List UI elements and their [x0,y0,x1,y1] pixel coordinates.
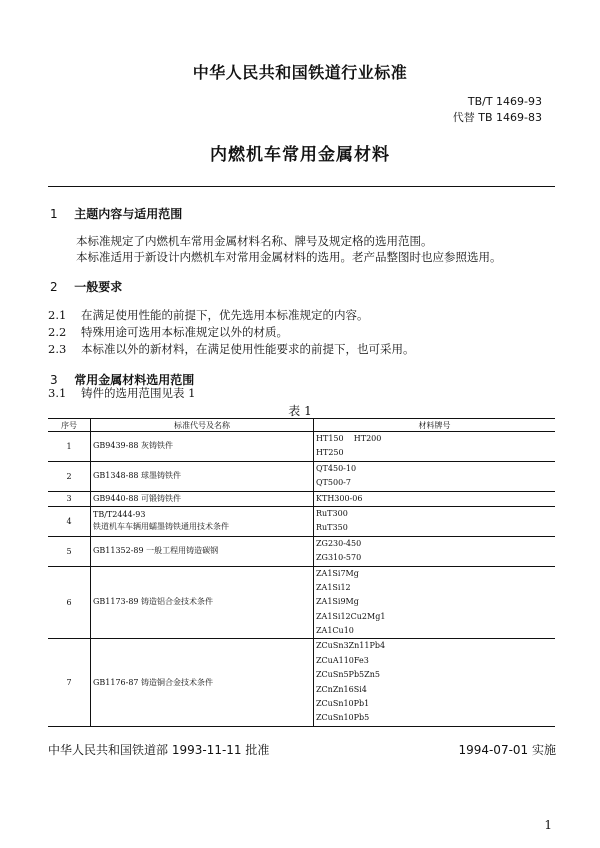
clause-text: 铸件的选用范围见表 1 [81,386,196,400]
section-1-number: 1 [50,207,58,221]
section-1-paragraph-2: 本标准适用于新设计内燃机车对常用金属材料的选用。老产品整图时也应参照选用。 [76,250,502,264]
clause-2-3 [48,341,415,358]
implementation-date: 1994-07-01 实施 [458,743,556,757]
approval-note: 中华人民共和国铁道部 1993-11-11 批准 [48,743,270,757]
material-grade: ZA1Si12Cu2Mg1 [316,611,386,621]
material-grade: ZG230-450 [316,538,362,548]
material-grade: ZA1Si9Mg [316,597,359,607]
row-standard [91,639,314,726]
material-grade: ZCuSn10Pb5 [316,713,370,723]
row-grades [314,461,556,491]
row-standard [91,491,314,506]
section-3-number: 3 [50,373,58,387]
row-grades [314,639,556,726]
page-number: 1 [544,818,552,832]
row-grades [314,432,556,462]
standard-line: GB11352-89 一般工程用铸造碳钢 [93,546,219,556]
header-title: 中华人民共和国铁道行业标准 [192,63,408,82]
material-grade: HT250 [316,448,344,458]
material-grade: ZCuSn10Pb1 [316,699,370,709]
clause-2-1 [48,307,369,324]
standard-line: GB1176-87 铸造铜合金技术条件 [93,677,214,687]
table-row [48,506,555,536]
material-grade: HT150 HT200 [316,434,382,443]
row-standard [91,566,314,639]
material-grade: ZCuA110Fe3 [316,655,369,665]
document-title: 内燃机车常用金属材料 [210,145,390,165]
table-row [48,536,555,566]
clause-number: 2.3 [48,342,67,356]
row-number: 3 [48,491,91,506]
row-standard [91,506,314,536]
row-number: 6 [48,566,91,639]
row-grades [314,536,556,566]
section-2-title: 一般要求 [74,280,123,294]
table-row [48,566,555,639]
material-grade: QT500-7 [316,478,351,488]
clause-text: 特殊用途可选用本标准规定以外的材质。 [81,325,288,339]
materials-table [48,418,555,727]
clause-number: 3.1 [48,386,67,400]
standard-line: GB1173-89 铸造铝合金技术条件 [93,597,214,607]
standard-code: TB/T 1469-93 [467,95,542,108]
standard-line: 铁道机车车辆用蠕墨铸铁通用技术条件 [93,522,229,532]
row-number: 2 [48,461,91,491]
row-standard [91,461,314,491]
material-grade: ZA1Si12 [316,582,351,592]
row-standard [91,432,314,462]
table-row [48,461,555,491]
row-grades [314,491,556,506]
header-standard: 标准代号及名称 [91,419,314,432]
row-number: 1 [48,432,91,462]
material-grade: ZA1Si7Mg [316,568,359,578]
clause-text: 本标准以外的新材料，在满足使用性能要求的前提下，也可采用。 [81,342,415,356]
material-grade: ZCuSn5Pb5Zn5 [316,670,380,680]
material-grade: ZG310-570 [316,553,362,563]
table-header-row [48,419,555,432]
table-body [48,432,555,727]
material-grade: RuT300 [316,508,348,518]
header-number: 序号 [48,419,91,432]
material-grade: ZCuSn3Zn11Pb4 [316,641,386,651]
section-2-heading [50,278,122,295]
clause-text: 在满足使用性能的前提下，优先选用本标准规定的内容。 [81,308,369,322]
clause-3-1 [48,385,195,402]
table-row [48,639,555,726]
title-divider [48,186,555,187]
table-row [48,491,555,506]
replaces-standard: 代替 TB 1469-83 [452,111,542,124]
material-grade: ZA1Cu10 [316,626,354,636]
clause-number: 2.1 [48,308,67,322]
material-grade: QT450-10 [316,463,357,473]
section-1-paragraph-1: 本标准规定了内燃机车常用金属材料名称、牌号及规定格的选用范围。 [76,234,433,248]
material-grade: ZCnZn16Si4 [316,684,367,694]
row-grades [314,566,556,639]
table-row [48,432,555,462]
row-number: 5 [48,536,91,566]
material-grade: KTH300-06 [316,493,363,503]
header-grade: 材料牌号 [314,419,556,432]
standard-line: GB1348-88 球墨铸铁件 [93,471,182,481]
clause-number: 2.2 [48,325,67,339]
standard-code-block [453,94,542,126]
section-1-title: 主题内容与适用范围 [74,207,183,221]
section-1-heading [50,205,182,222]
standard-line: TB/T2444-93 [93,510,146,520]
standard-line: GB9439-88 灰铸铁件 [93,441,174,451]
section-3-title: 常用金属材料选用范围 [74,373,195,387]
standard-line: GB9440-88 可锻铸铁件 [93,493,182,503]
row-number: 7 [48,639,91,726]
material-grade: RuT350 [316,523,348,533]
clause-2-2 [48,324,288,341]
row-number: 4 [48,506,91,536]
row-grades [314,506,556,536]
row-standard [91,536,314,566]
section-2-number: 2 [50,280,58,294]
table-caption: 表 1 [288,404,312,418]
